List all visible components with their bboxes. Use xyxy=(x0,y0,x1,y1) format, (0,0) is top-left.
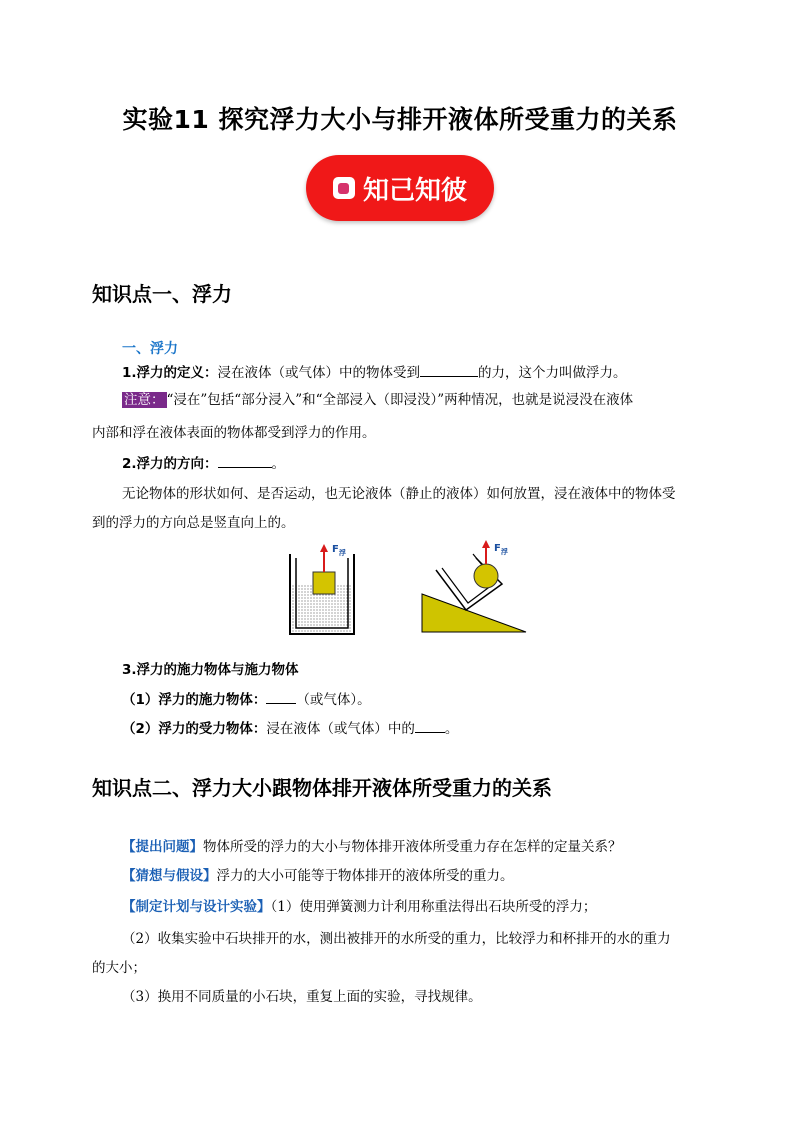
item3-1-text: （或气体）。 xyxy=(296,692,371,708)
definition-text-a: 浸在液体（或气体）中的物体受到 xyxy=(217,365,421,381)
incline xyxy=(422,594,526,632)
section2-heading: 知识点二、浮力大小跟物体排开液体所受重力的关系 xyxy=(92,776,552,800)
direction-end: 。 xyxy=(271,456,286,472)
direction-text-b: 到的浮力的方向总是竖直向上的。 xyxy=(92,515,295,531)
direction-line xyxy=(122,453,742,474)
direction-blank xyxy=(218,453,272,468)
note-text-b: 内部和浮在液体表面的物体都受到浮力的作用。 xyxy=(92,425,376,441)
note-line xyxy=(122,390,712,410)
page-title: 实验11 探究浮力大小与排开液体所受重力的关系 xyxy=(122,105,678,134)
item3-2-text: 浸在液体（或气体）中的 xyxy=(266,721,415,737)
force-arrow-icon xyxy=(320,544,328,552)
item3-heading: 3.浮力的施力物体与施力物体 xyxy=(122,662,299,678)
item3-1-blank xyxy=(266,689,296,704)
note-label: 注意： xyxy=(124,392,165,408)
plan-text-3: （3）换用不同质量的小石块，重复上面的实验，寻找规律。 xyxy=(122,989,482,1005)
force-label-2: $F_浮$ xyxy=(494,543,508,556)
knowledge-badge xyxy=(306,155,494,221)
definition-blank xyxy=(420,362,478,377)
definition-line xyxy=(122,362,742,383)
definition-label: 1.浮力的定义： xyxy=(122,365,218,381)
section1-heading: 知识点一、浮力 xyxy=(92,282,232,306)
plan-line xyxy=(122,897,712,917)
plan-text-2a: （2）收集实验中石块排开的水，测出被排开的水所受的重力，比较浮力和杯排开的水的重力 xyxy=(122,931,671,947)
question-label: 【提出问题】 xyxy=(122,839,203,855)
hypothesis-label: 【猜想与假设】 xyxy=(122,868,217,884)
buoyancy-figure xyxy=(280,540,540,640)
item3-2-blank xyxy=(415,718,445,733)
item3-2-end: 。 xyxy=(444,721,459,737)
force-label-1: $F_浮$ xyxy=(332,544,346,557)
item3-1-label: （1）浮力的施力物体： xyxy=(122,692,267,708)
plan-label: 【制定计划与设计实验】 xyxy=(122,899,271,915)
direction-text-a: 无论物体的形状如何、是否运动，也无论液体（静止的液体）如何放置，浸在液体中的物体受 xyxy=(122,486,676,502)
cube-object xyxy=(313,572,335,594)
app-icon xyxy=(333,177,355,199)
badge-label: 知己知彼 xyxy=(362,175,467,206)
ball-object xyxy=(474,564,498,588)
plan-text-2b: 的大小； xyxy=(92,960,146,976)
hypothesis-text: 浮力的大小可能等于物体排开的液体所受的重力。 xyxy=(216,868,514,884)
question-text: 物体所受的浮力的大小与物体排开液体所受重力存在怎样的定量关系？ xyxy=(203,839,622,855)
plan-text-1: （1）使用弹簧测力计利用称重法得出石块所受的浮力； xyxy=(270,899,597,915)
incline-diagram xyxy=(422,540,526,632)
item3-2-line xyxy=(122,718,742,739)
question-line xyxy=(122,837,712,857)
section1-subheading: 一、浮力 xyxy=(122,341,178,357)
force-arrow-icon-2 xyxy=(482,540,490,548)
beaker-diagram xyxy=(290,544,354,634)
hypothesis-line xyxy=(122,866,712,886)
item3-2-label: （2）浮力的受力物体： xyxy=(122,721,267,737)
definition-text-b: 的力，这个力叫做浮力。 xyxy=(478,365,627,381)
direction-label: 2.浮力的方向： xyxy=(122,456,218,472)
note-text-a: “浸在”包括“部分浸入”和“全部浸入（即浸没）”两种情况，也就是说浸没在液体 xyxy=(166,392,634,408)
item3-1-line xyxy=(122,689,742,710)
